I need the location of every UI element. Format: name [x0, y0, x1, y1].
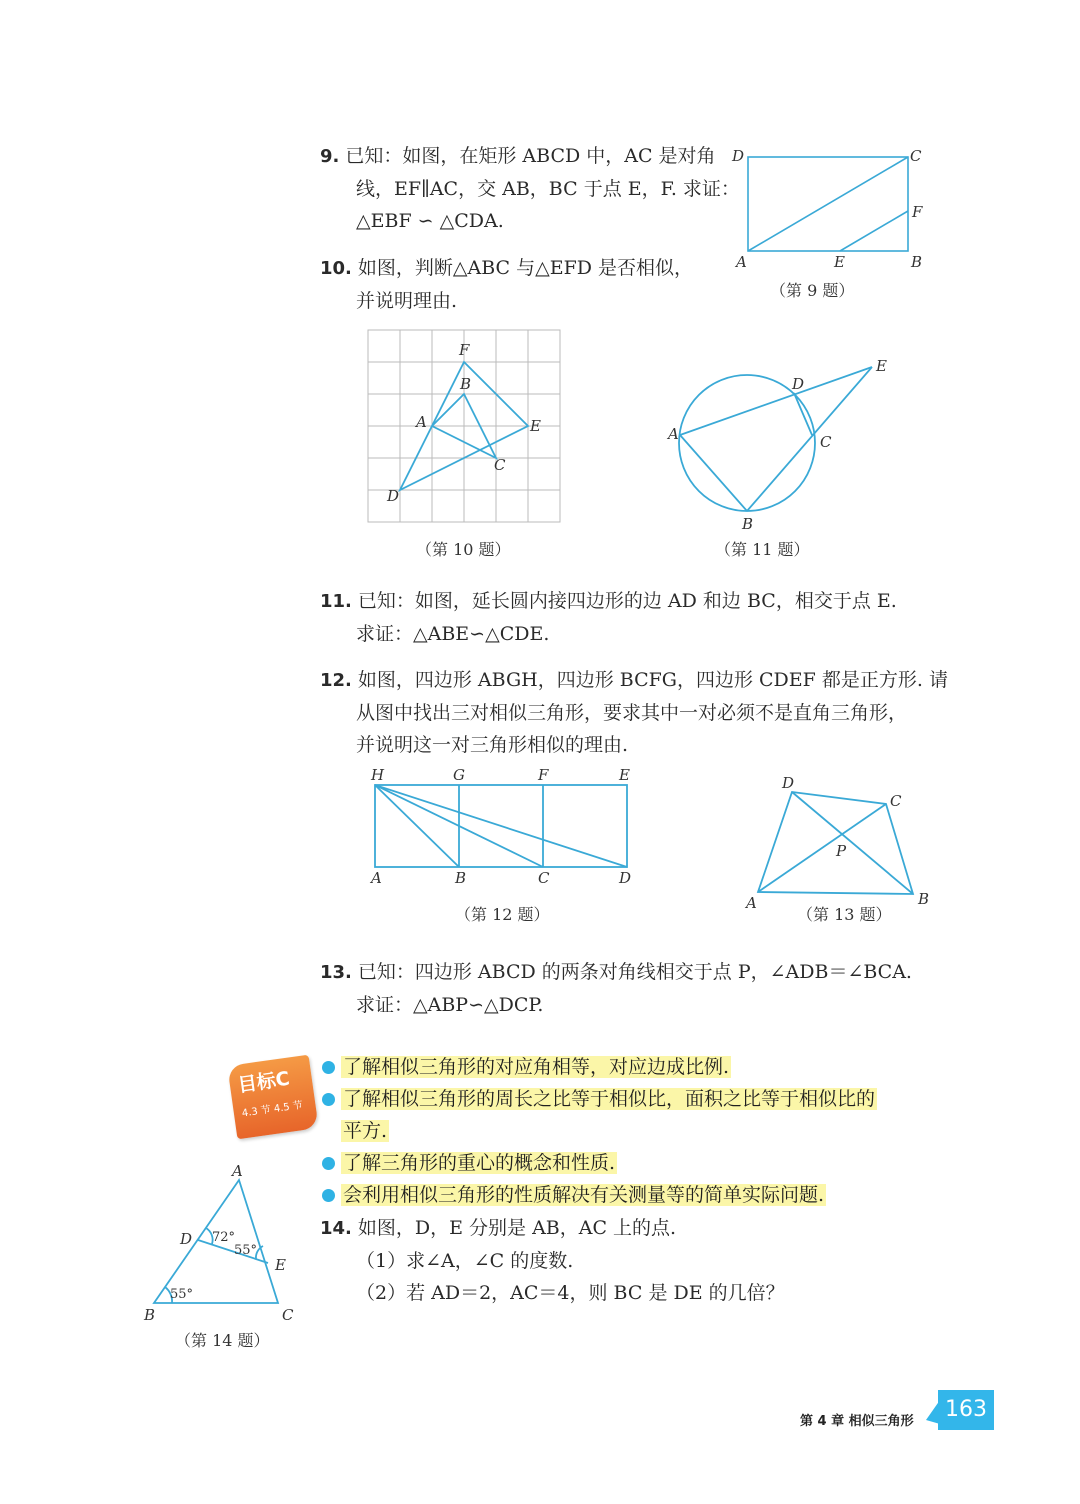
problem-text: 并说明这一对三角形相似的理由.: [356, 734, 629, 756]
problem-text: （2）若 AD＝2，AC＝4，则 BC 是 DE 的几倍？: [356, 1282, 785, 1304]
goal-item: 了解相似三角形的周长之比等于相似比，面积之比等于相似比的: [322, 1084, 877, 1114]
vertex-label: B: [144, 1306, 156, 1324]
vertex-label: G: [453, 766, 465, 784]
goal-badge: [227, 1055, 319, 1140]
caption-10: （第 10 题）: [416, 540, 511, 559]
vertex-label: C: [538, 869, 550, 887]
problem-text: 从图中找出三对相似三角形，要求其中一对必须不是直角三角形，: [356, 702, 908, 724]
problem-number: 14.: [320, 1218, 352, 1239]
vertex-label: C: [910, 147, 922, 165]
vertex-label: F: [538, 766, 549, 784]
vertex-label: C: [494, 456, 506, 474]
vertex-label: A: [232, 1162, 243, 1180]
figure-13: [740, 770, 940, 910]
page-number: 163: [938, 1390, 994, 1430]
problem-text: 如图，判断△ABC 与△EFD 是否相似，: [357, 257, 694, 279]
problem-text: 求证：△ABE∽△CDE.: [356, 623, 550, 645]
figure-11: [660, 355, 900, 535]
vertex-label: D: [180, 1230, 193, 1248]
problem-12: [320, 664, 960, 761]
goal-badge-sections: 4.3 节 4.5 节: [241, 1099, 304, 1120]
problem-text: △EBF ∽ △CDA.: [356, 210, 504, 232]
vertex-label: E: [530, 417, 541, 435]
vertex-label: E: [619, 766, 630, 784]
vertex-label: H: [371, 766, 385, 784]
vertex-label: D: [782, 774, 795, 792]
vertex-label: A: [736, 253, 747, 271]
vertex-label: A: [371, 869, 382, 887]
goal-item: 了解相似三角形的对应角相等，对应边成比例.: [322, 1052, 731, 1082]
vertex-label: F: [459, 341, 470, 359]
vertex-label: A: [668, 425, 679, 443]
vertex-label: B: [460, 375, 472, 393]
vertex-label: E: [834, 253, 845, 271]
goal-item-continued: 平方.: [343, 1120, 388, 1142]
problem-11: [320, 585, 960, 650]
problem-text: 已知：如图，在矩形 ABCD 中，AC 是对角: [345, 145, 716, 167]
figure-12: [365, 765, 645, 895]
problem-number: 12.: [320, 670, 352, 691]
caption-11: （第 11 题）: [715, 540, 810, 559]
bullet-icon: [322, 1189, 335, 1202]
problem-13: [320, 956, 960, 1021]
problem-number: 11.: [320, 591, 352, 612]
angle-label: 72°: [212, 1230, 236, 1245]
bullet-icon: [322, 1061, 335, 1074]
bullet-icon: [322, 1093, 335, 1106]
problem-14: [320, 1212, 960, 1309]
problem-text: 如图，D，E 分别是 AB，AC 上的点.: [357, 1217, 677, 1239]
problem-text: 求证：△ABP∽△DCP.: [356, 994, 544, 1016]
caption-13: （第 13 题）: [797, 905, 892, 924]
goal-badge-title: 目标C: [236, 1067, 292, 1097]
problem-text: 已知：如图，延长圆内接四边形的边 AD 和边 BC，相交于点 E.: [357, 590, 897, 612]
vertex-label: D: [732, 147, 745, 165]
problem-text: （1）求∠A，∠C 的度数.: [356, 1250, 574, 1272]
chapter-footer: 第 4 章 相似三角形: [800, 1414, 914, 1429]
vertex-label: A: [416, 413, 427, 431]
vertex-label: D: [387, 487, 400, 505]
vertex-label: C: [890, 792, 902, 810]
vertex-label: D: [619, 869, 632, 887]
vertex-label: B: [742, 515, 754, 533]
problem-text: 线，EF∥AC，交 AB，BC 于点 E，F. 求证：: [356, 178, 740, 200]
vertex-label: C: [282, 1306, 294, 1324]
problem-number: 13.: [320, 962, 352, 983]
caption-9: （第 9 题）: [770, 281, 855, 300]
vertex-label: C: [820, 433, 832, 451]
vertex-label: B: [455, 869, 467, 887]
goal-item: 了解三角形的重心的概念和性质.: [322, 1148, 617, 1178]
problem-text: 如图，四边形 ABGH，四边形 BCFG，四边形 CDEF 都是正方形. 请: [357, 669, 948, 691]
vertex-label: B: [918, 890, 930, 908]
goal-item: 会利用相似三角形的性质解决有关测量等的简单实际问题.: [322, 1180, 826, 1210]
angle-label: 55°: [170, 1287, 194, 1302]
problem-10: [320, 252, 960, 317]
vertex-label: A: [746, 894, 757, 912]
vertex-label: B: [911, 253, 923, 271]
vertex-label: P: [836, 842, 847, 860]
vertex-label: E: [876, 357, 887, 375]
problem-number: 10.: [320, 258, 352, 279]
angle-label: 55°: [234, 1243, 258, 1258]
figure-10: [360, 325, 570, 530]
problem-number: 9.: [320, 146, 340, 167]
problem-text: 并说明理由.: [356, 290, 458, 312]
figure-14: [140, 1160, 310, 1330]
bullet-icon: [322, 1157, 335, 1170]
caption-14: （第 14 题）: [175, 1331, 270, 1350]
caption-12: （第 12 题）: [455, 905, 550, 924]
vertex-label: F: [912, 203, 923, 221]
vertex-label: E: [275, 1256, 286, 1274]
problem-text: 已知：四边形 ABCD 的两条对角线相交于点 P，∠ADB＝∠BCA.: [357, 961, 912, 983]
vertex-label: D: [792, 375, 805, 393]
